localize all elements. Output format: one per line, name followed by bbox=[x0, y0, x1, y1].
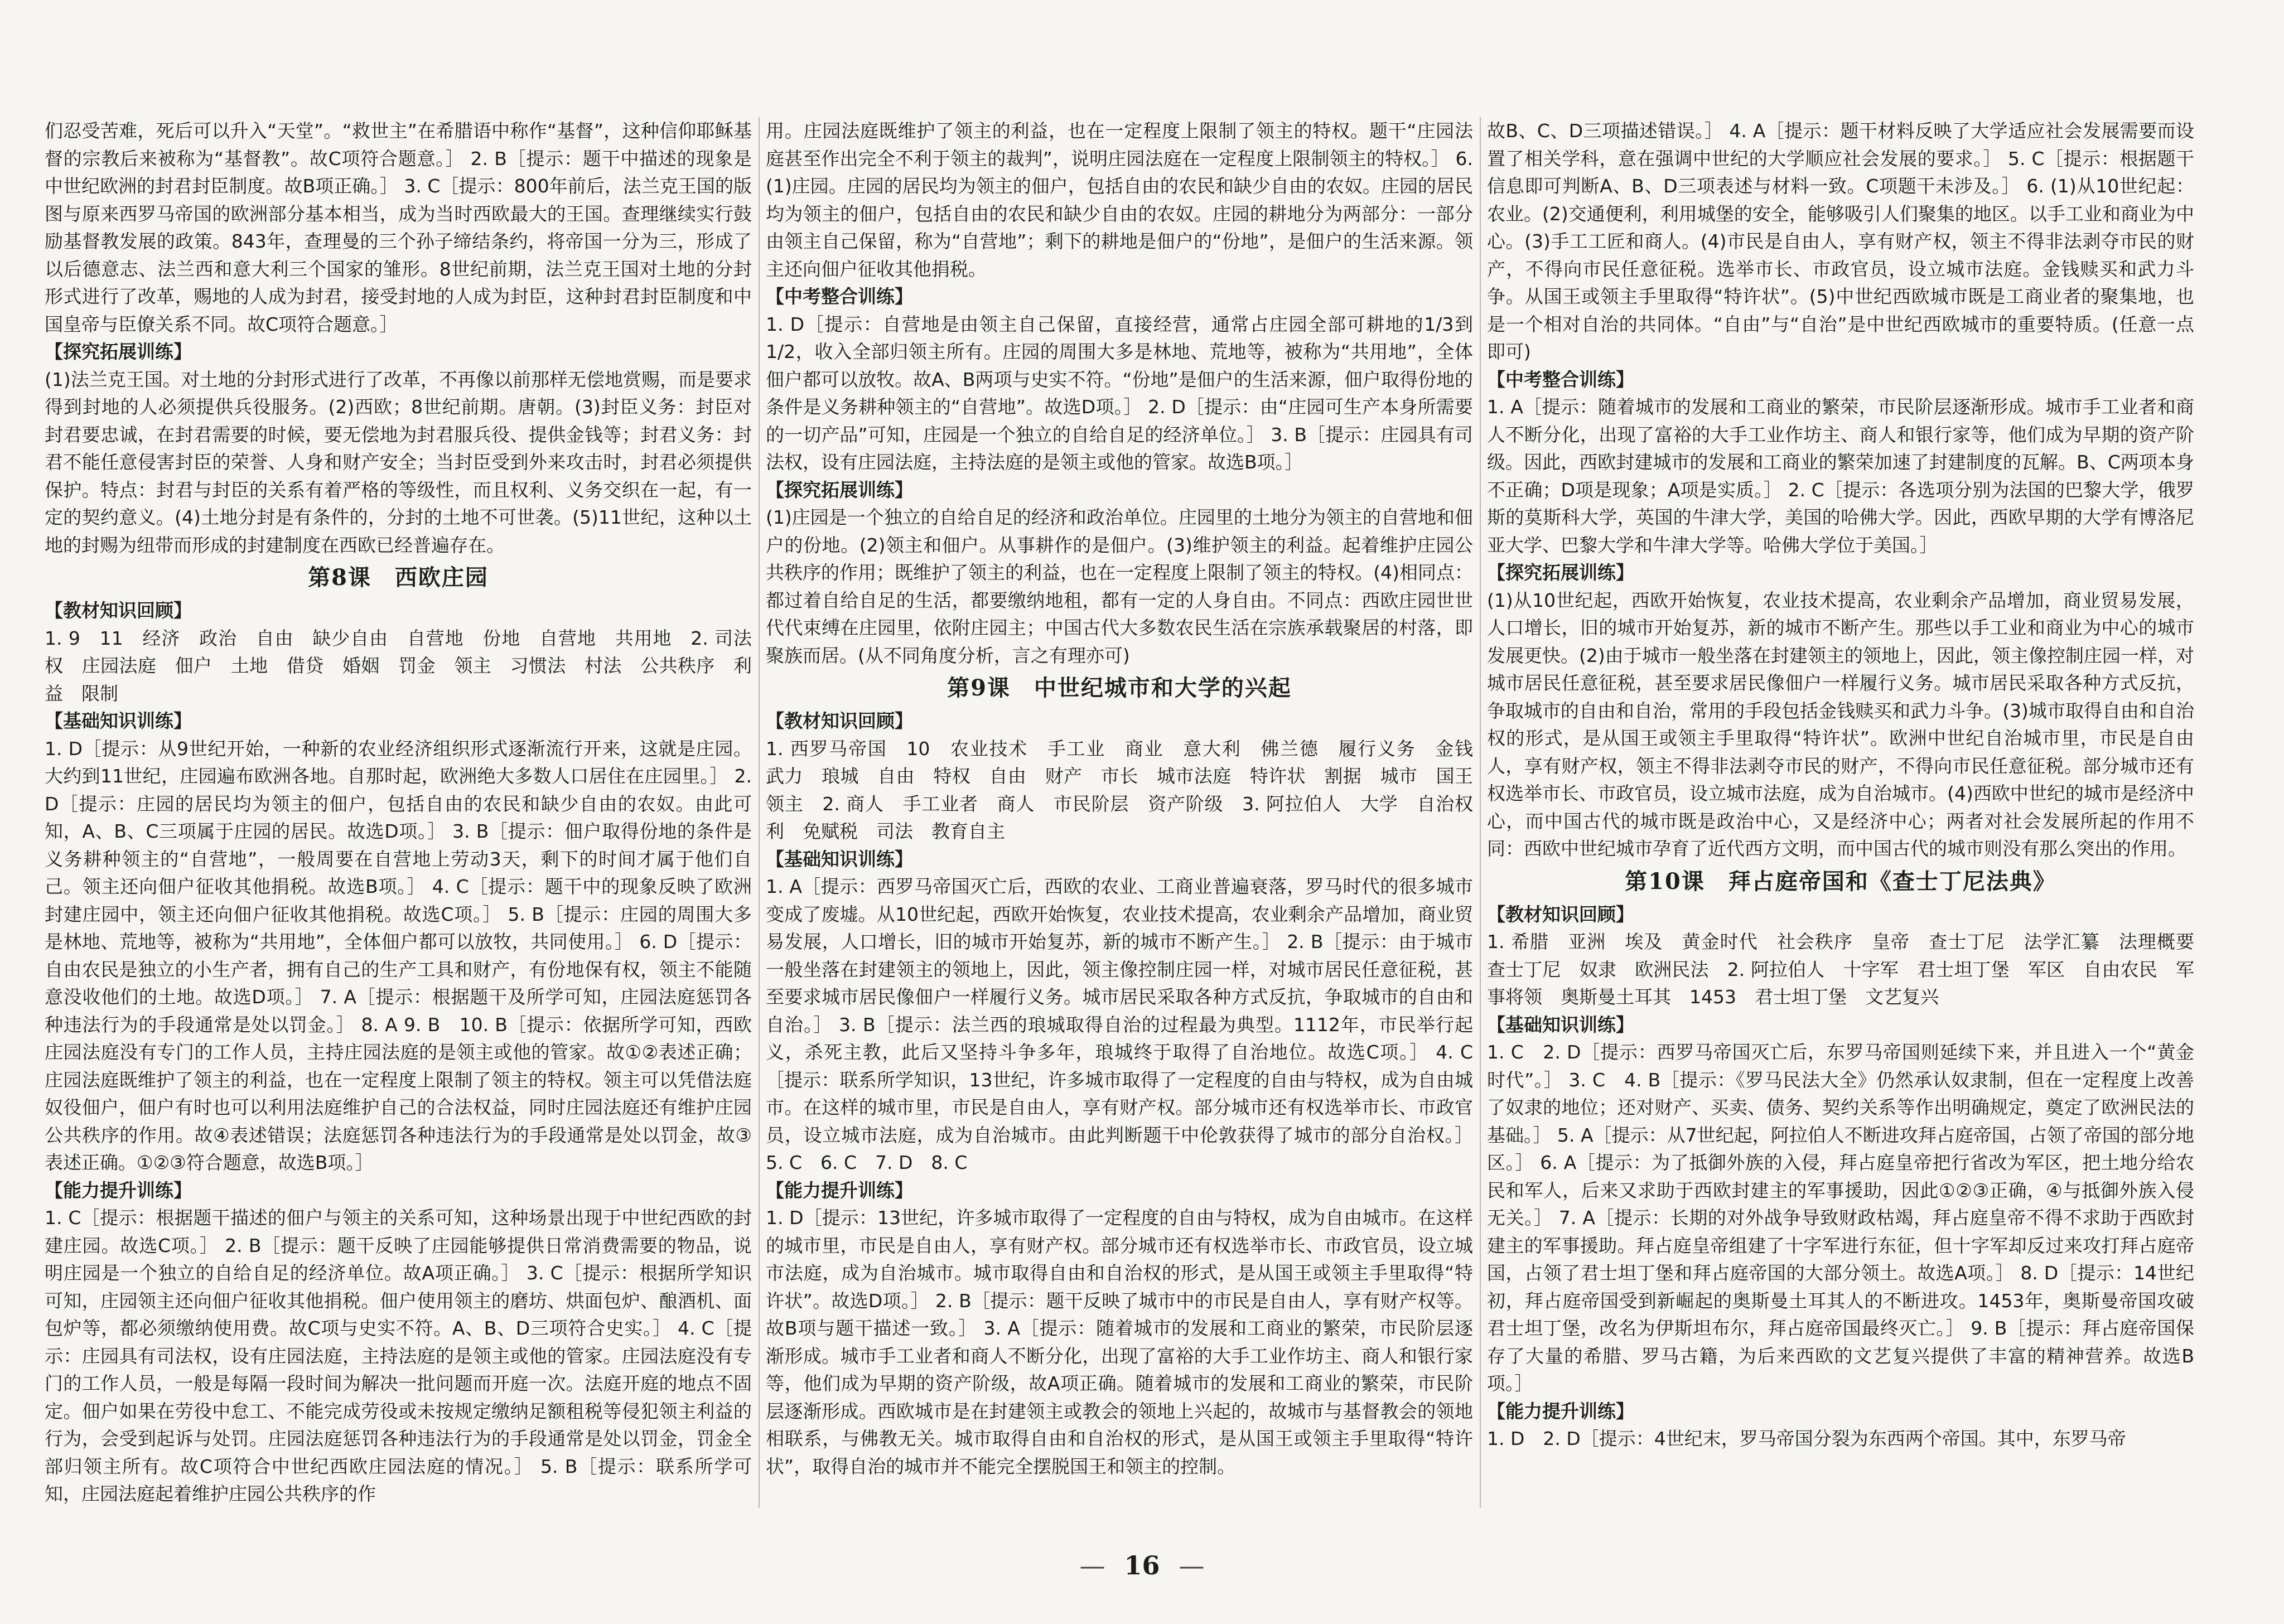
section-heading: 【基础知识训练】 bbox=[766, 848, 913, 870]
answer-paragraph: 1. D［提示：从9世纪开始，一种新的农业经济组织形式逐渐流行开来，这就是庄园。大约到11世纪，庄园遍布欧洲各地。自那时起，欧洲绝大多数人口居住在庄园里。］ 2. D［提示：庄园的居民均为领主的佃户，包括自由的农民和缺少自由的农奴。由此可知，A、B、C三项属于庄园的居民。故选D项。］ 3. B［提示：佃户取得份地的条件是义务耕种领主的“自营地”，一般周要在自营地上劳动3天，剩下的时间才属于他们自己。领主还向佃户征收其他捐税。故选B项。］ 4. C［提示：题干中的现象反映了欧洲封建庄园中，领主还向佃户征收其他捐税。故选C项。］ 5. B［提示：庄园的周围大多是林地、荒地等，被称为“共用地”，全体佃户都可以放牧，共同使用。］ 6. D［提示：自由农民是独立的小生产者，拥有自己的生产工具和财产，有份地保有权，领主不能随意没收他们的土地。故选D项。］ 7. A［提示：根据题干及所学可知，庄园法庭惩罚各种违法行为的手段通常是处以罚金。］ 8. A 9. B 10. B［提示：依据所学可知，西欧庄园法庭没有专门的工作人员，主持庄园法庭的是领主或他的管家。故①②表述正确；庄园法庭既维护了领主的利益，也在一定程度上限制了领主的特权。领主可以凭借法庭奴役佃户，佃户有时也可以利用法庭维护自己的合法权益，同时庄园法庭还有维护庄园公共秩序的作用。故④表述错误；法庭惩罚各种违法行为的手段通常是处以罚金，故③表述正确。①②③符合题意，故选B项。］ bbox=[45, 737, 758, 1173]
answer-paragraph: 故B、C、D三项描述错误。］ 4. A［提示：题干材料反映了大学适应社会发展需要而设置了相关学科，意在强调中世纪的大学顺应社会发展的要求。］ 5. C［提示：根据题干信息即可判断A、B、D三项表述与材料一致。C项题干未涉及。］ 6. (1)从10世纪起：农业。(2)交通便利，利用城堡的安全，能够吸引人们聚集的地区。以手工业和商业为中心。(3)手工工匠和商人。(4)市民是自由人，享有财产权，领主不得非法剥夺市民的财产，不得向市民任意征税。选举市长、市政官员，设立城市法庭。金钱赎买和武力斗争。从国王或领主手里取得“特许状”。(5)中世纪西欧城市既是工商业者的聚集地，也是一个相对自治的共同体。“自由”与“自治”是中世纪西欧城市的重要特质。(任意一点即可) bbox=[1487, 120, 2194, 362]
section-heading: 【能力提升训练】 bbox=[1487, 1400, 1634, 1422]
section-heading: 【基础知识训练】 bbox=[45, 710, 192, 732]
answer-paragraph: 1. 希腊 亚洲 埃及 黄金时代 社会秩序 皇帝 查士丁尼 法学汇纂 法理概要 查士丁尼 奴隶 欧洲民法 2. 阿拉伯人 十字军 君士坦丁堡 军区 自由农民 军事将领 奥斯曼土耳其 1453 君士坦丁堡 文艺复兴 bbox=[1487, 931, 2213, 1008]
page-number-value: 16 bbox=[1124, 1550, 1160, 1580]
section-heading: 【能力提升训练】 bbox=[45, 1179, 192, 1201]
answer-paragraph: 1. 西罗马帝国 10 农业技术 手工业 商业 意大利 佛兰德 履行义务 金钱 武力 琅城 自由 特权 自由 财产 市长 城市法庭 特许状 割据 城市 国王 领主 2. 商人 手工业者 商人 市民阶层 资产阶级 3. 阿拉伯人 大学 自治权利 免赋税 司法 教育自主 bbox=[766, 737, 1491, 842]
text-columns bbox=[45, 117, 2239, 1506]
answer-paragraph: 们忍受苦难，死后可以升入“天堂”。“救世主”在希腊语中称作“基督”，这种信仰耶稣基督的宗教后来被称为“基督教”。故C项符合题意。］ 2. B［提示：题干中描述的现象是中世纪欧洲的封君封臣制度。故B项正确。］ 3. C［提示：800年前后，法兰克王国的版图与原来西罗马帝国的欧洲部分基本相当，成为当时西欧最大的王国。查理继续实行鼓励基督教发展的政策。843年，查理曼的三个孙子缔结条约，将帝国一分为三，形成了以后德意志、法兰西和意大利三个国家的雏形。8世纪前期，法兰克王国对土地的分封形式进行了改革，赐地的人成为封君，接受封地的人成为封臣，这种封君封臣制度和中国皇帝与臣僚关系不同。故C项符合题意。］ bbox=[45, 120, 752, 335]
page-number bbox=[0, 1550, 2284, 1580]
column-left bbox=[45, 117, 758, 1508]
lesson-title: 第9课 中世纪城市和大学的兴起 bbox=[947, 675, 1292, 701]
answer-paragraph: (1)从10世纪起，西欧开始恢复，农业技术提高，农业剩余产品增加，商业贸易发展，人口增长，旧的城市开始复苏，新的城市不断产生。那些以手工业和商业为中心的城市发展更快。(2)由于城市一般坐落在封建领主的领地上，因此，领主像控制庄园一样，对城市居民任意征税，甚至要求居民像佃户一样履行义务。城市居民采取各种方式反抗，争取城市的自由和自治，常用的手段包括金钱赎买和武力斗争。(3)城市取得自由和自治权的形式，是从国王或领主手里取得“特许状”。欧洲中世纪自治城市里，市民是自由人，享有财产权，领主不得非法剥夺市民的财产，不得向市民任意征税。部分城市还有权选举市长、市政官员，设立城市法庭，成为自治城市。(4)西欧中世纪的城市是经济中心，而中国古代的城市既是政治中心，又是经济中心；两者对社会发展所起的作用不同：西欧中世纪城市孕育了近代西方文明，而中国古代的城市则没有那么突出的作用。 bbox=[1487, 589, 2194, 859]
answer-paragraph: 1. A［提示：随着城市的发展和工商业的繁荣，市民阶层逐渐形成。城市手工业者和商人不断分化，出现了富裕的大手工业作坊主、商人和银行家等，他们成为早期的资产阶级。因此，西欧封建城市的发展和工商业的繁荣加速了封建制度的瓦解。B、C两项本身不正确；D项是现象；A项是实质。］ 2. C［提示：各选项分别为法国的巴黎大学，俄罗斯的莫斯科大学，英国的牛津大学，美国的哈佛大学。因此，西欧早期的大学有博洛尼亚大学、巴黎大学和牛津大学等。哈佛大学位于美国。］ bbox=[1487, 396, 2194, 556]
answer-paragraph: (1)法兰克王国。对土地的分封形式进行了改革，不再像以前那样无偿地赏赐，而是要求得到封地的人必须提供兵役服务。(2)西欧；8世纪前期。唐朝。(3)封臣义务：封臣对封君要忠诚，在封君需要的时候，要无偿地为封君服兵役、提供金钱等；封君义务：封君不能任意侵害封臣的荣誉、人身和财产安全；当封臣受到外来攻击时，封君必须提供保护。特点：封君与封臣的关系有着严格的等级性，而且权利、义务交织在一起，有一定的契约意义。(4)土地分封是有条件的，分封的土地不可世袭。(5)11世纪，这种以土地的封赐为纽带而形成的封建制度在西欧已经普遍存在。 bbox=[45, 368, 752, 556]
answer-paragraph: 1. D［提示：自营地是由领主自己保留，直接经营，通常占庄园全部可耕地的1/3到1/2，收入全部归领主所有。庄园的周围大多是林地、荒地等，被称为“共用地”，全体佃户都可以放牧。故A、B两项与史实不符。“份地”是佃户的生活来源，佃户取得份地的条件是义务耕种领主的“自营地”。故选D项。］ 2. D［提示：由“庄园可生产本身所需要的一切产品”可知，庄园是一个独立的自给自足的经济单位。］ 3. B［提示：庄园具有司法权，设有庄园法庭，主持法庭的是领主或他的管家。故选B项。］ bbox=[766, 313, 1473, 473]
section-heading: 【探究拓展训练】 bbox=[766, 478, 913, 501]
answer-paragraph: 1. A［提示：西罗马帝国灭亡后，西欧的农业、工商业普遍衰落，罗马时代的很多城市变成了废墟。从10世纪起，西欧开始恢复，农业技术提高，农业剩余产品增加，商业贸易发展，人口增长，旧的城市开始复苏，新的城市不断产生。］ 2. B［提示：由于城市一般坐落在封建领主的领地上，因此，领主像控制庄园一样，对城市居民任意征税，甚至要求城市居民像佃户一样履行义务。城市居民采取各种方式反抗，争取城市的自由和自治。］ 3. B［提示：法兰西的琅城取得自治的过程最为典型。1112年，市民举行起义，杀死主教，此后又坚持斗争多年，琅城终于取得了自治地位。故选C项。］ 4. C［提示：联系所学知识，13世纪，许多城市取得了一定程度的自由与特权，成为自由城市。在这样的城市里，市民是自由人，享有财产权。部分城市还有权选举市长、市政官员，设立城市法庭，成为自治城市。由此判断题干中伦敦获得了城市的部分自治权。］ 5. C 6. C 7. D 8. C bbox=[766, 876, 1479, 1173]
column-middle bbox=[766, 117, 1491, 1508]
section-heading: 【教材知识回顾】 bbox=[45, 600, 192, 621]
lesson-title: 第8课 西欧庄园 bbox=[308, 564, 489, 591]
answer-paragraph: 1. D 2. D［提示：4世纪末，罗马帝国分裂为东西两个帝国。其中，东罗马帝 bbox=[1487, 1428, 2126, 1449]
section-heading: 【探究拓展训练】 bbox=[45, 341, 192, 362]
answer-paragraph: 1. 9 11 经济 政治 自由 缺少自由 自营地 份地 自营地 共用地 2. 司法权 庄园法庭 佃户 土地 借贷 婚姻 罚金 领主 习惯法 村法 公共秩序 利益 限制 bbox=[45, 627, 752, 704]
lesson-title: 第10课 拜占庭帝国和《查士丁尼法典》 bbox=[1625, 868, 2056, 895]
column-right bbox=[1487, 117, 2213, 1508]
section-heading: 【探究拓展训练】 bbox=[1487, 562, 1634, 583]
page-number-dash-right: — bbox=[1179, 1550, 1205, 1580]
answer-paragraph: 1. C［提示：根据题干描述的佃户与领主的关系可知，这种场景出现于中世纪西欧的封建庄园。故选C项。］ 2. B［提示：题干反映了庄园能够提供日常消费需要的物品，说明庄园是一个独立的自给自足的经济单位。故A项正确。］ 3. C［提示：根据所学知识可知，庄园领主还向佃户征收其他捐税。佃户使用领主的磨坊、烘面包炉、酿酒机、面包炉等，都必须缴纳使用费。故C项与史实不符。A、B、D三项符合史实。］ 4. C［提示：庄园具有司法权，设有庄园法庭，主持法庭的是领主或他的管家。庄园法庭没有专门的工作人员，一般是每隔一段时间为解决一批问题而开庭一次。法庭开庭的地点不固定。佃户如果在劳役中怠工、不能完成劳役或未按规定缴纳足额租税等侵犯领主利益的行为，会受到起诉与处罚。庄园法庭惩罚各种违法行为的手段通常是处以罚金，罚金全部归领主所有。故C项符合中世纪西欧庄园法庭的情况。］ 5. B［提示：联系所学可知，庄园法庭起着维护庄园公共秩序的作 bbox=[45, 1207, 752, 1505]
section-heading: 【能力提升训练】 bbox=[766, 1179, 913, 1201]
answer-paragraph: 1. D［提示：13世纪，许多城市取得了一定程度的自由与特权，成为自由城市。在这样的城市里，市民是自由人，享有财产权。部分城市还有权选举市长、市政官员，设立城市法庭，成为自治城市。城市取得自由和自治权的形式，是从国王或领主手里取得“特许状”。故选D项。］ 2. B［提示：题干反映了城市中的市民是自由人，享有财产权等。故B项与题干描述一致。］ 3. A［提示：随着城市的发展和工商业的繁荣，市民阶层逐渐形成。城市手工业者和商人不断分化，出现了富裕的大手工业作坊主、商人和银行家等，他们成为早期的资产阶级，故A项正确。随着城市的发展和工商业的繁荣，市民阶层逐渐形成。西欧城市是在封建领主或教会的领地上兴起的，故城市与基督教会的领地相联系，与佛教无关。城市取得自由和自治权的形式，是从国王或领主手里取得“特许状”，取得自治的城市并不能完全摆脱国王和领主的控制。 bbox=[766, 1207, 1473, 1477]
answer-paragraph: (1)庄园是一个独立的自给自足的经济和政治单位。庄园里的土地分为领主的自营地和佃户的份地。(2)领主和佃户。从事耕作的是佃户。(3)维护领主的利益。起着维护庄园公共秩序的作用；既维护了领主的利益，也在一定程度上限制了领主的特权。(4)相同点：都过着自给自足的生活，都要缴纳地租，都有一定的人身自由。不同点：西欧庄园世世代代束缚在庄园里，依附庄园主；中国古代大多数农民生活在宗族承载聚居的村落，即聚族而居。(从不同角度分析，言之有理亦可) bbox=[766, 506, 1473, 666]
section-heading: 【中考整合训练】 bbox=[766, 286, 913, 307]
page-number-dash-left: — bbox=[1079, 1550, 1105, 1580]
section-heading: 【教材知识回顾】 bbox=[766, 710, 913, 732]
section-heading: 【中考整合训练】 bbox=[1487, 368, 1634, 390]
answer-paragraph: 1. C 2. D［提示：西罗马帝国灭亡后，东罗马帝国则延续下来，并且进入一个“黄金时代”。］ 3. C 4. B［提示：《罗马民法大全》仍然承认奴隶制，但在一定程度上改善了奴隶的地位；还对财产、买卖、债务、契约关系等作出明确规定，奠定了欧洲民法的基础。］ 5. A［提示：从7世纪起，阿拉伯人不断进攻拜占庭帝国，占领了帝国的部分地区。］ 6. A［提示：为了抵御外族的入侵，拜占庭皇帝把行省改为军区，把土地分给农民和军人，后来又求助于西欧封建主的军事援助，因此①②③正确，④与抵御外族入侵无关。］ 7. A［提示：长期的对外战争导致财政枯竭，拜占庭皇帝不得不求助于西欧封建主的军事援助。拜占庭皇帝组建了十字军进行东征，但十字军却反过来攻打拜占庭帝国，占领了君士坦丁堡和拜占庭帝国的大部分领土。故选A项。］ 8. D［提示：14世纪初，拜占庭帝国受到新崛起的奥斯曼土耳其人的不断进攻。1453年，奥斯曼帝国攻破君士坦丁堡，改名为伊斯坦布尔，拜占庭帝国最终灭亡。］ 9. B［提示：拜占庭帝国保存了大量的希腊、罗马古籍，为后来西欧的文艺复兴提供了丰富的精神营养。故选B项。］ bbox=[1487, 1041, 2194, 1394]
section-heading: 【教材知识回顾】 bbox=[1487, 903, 1634, 925]
section-heading: 【基础知识训练】 bbox=[1487, 1013, 1634, 1036]
answer-paragraph: 用。庄园法庭既维护了领主的利益，也在一定程度上限制了领主的特权。题干“庄园法庭甚至作出完全不利于领主的裁判”，说明庄园法庭在一定程度上限制领主的特权。］ 6. (1)庄园。庄园的居民均为领主的佃户，包括自由的农民和缺少自由的农奴。庄园的居民均为领主的佃户，包括自由的农民和缺少自由的农奴。庄园的耕地分为两部分：一部分由领主自己保留，称为“自营地”；剩下的耕地是佃户的“份地”，是佃户的生活来源。领主还向佃户征收其他捐税。 bbox=[766, 120, 1479, 280]
